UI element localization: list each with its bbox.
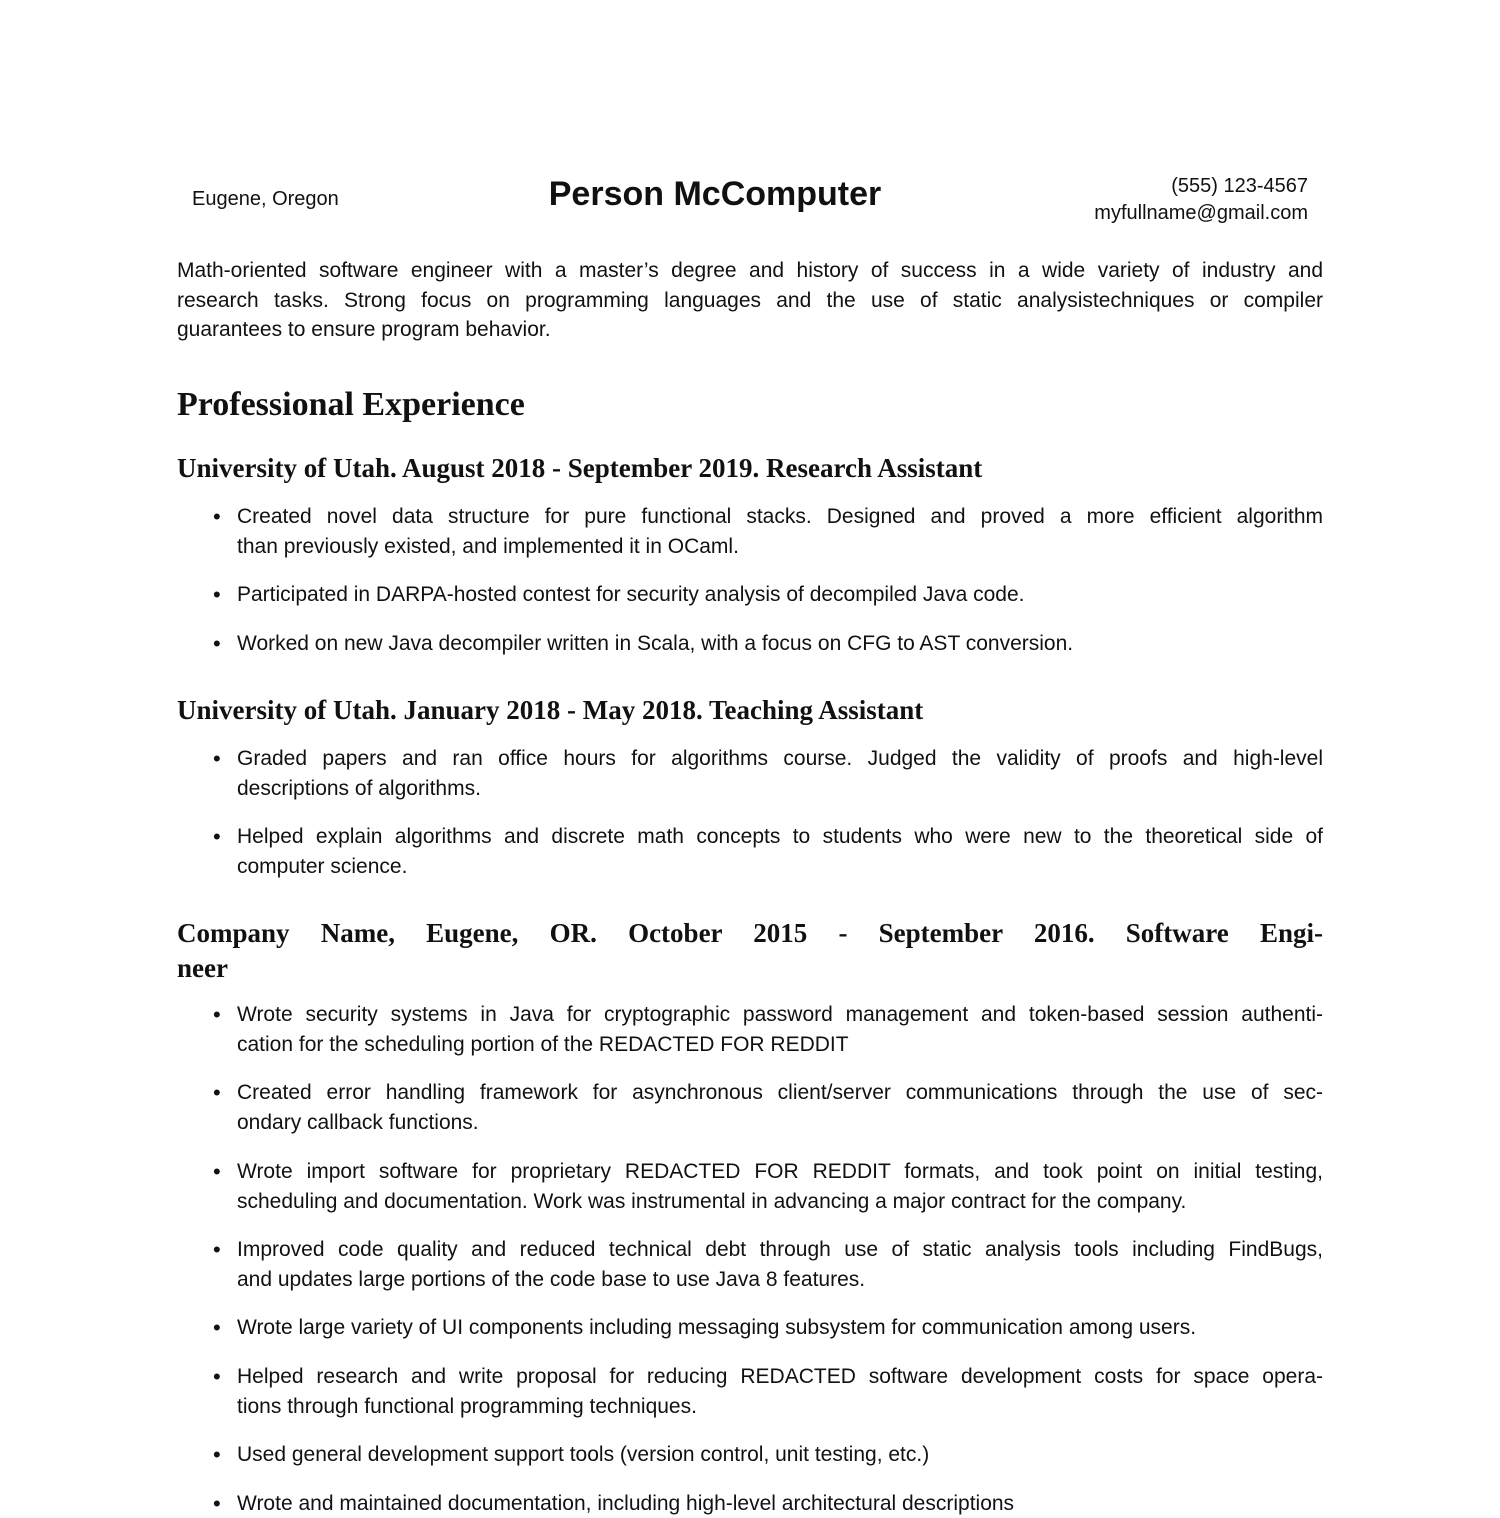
bullet-icon: • <box>213 582 221 607</box>
summary-line: Math-oriented software engineer with a master’s degree and history of success in a wide variety of industry and <box>177 259 1323 282</box>
bullet-text-line: tions through functional programming techniques. <box>237 1394 697 1418</box>
bullet-icon: • <box>213 1080 221 1105</box>
bullet-text-line: Participated in DARPA-hosted contest for security analysis of decompiled Java code. <box>237 583 1025 606</box>
bullet-text-line: than previously existed, and implemented it in OCaml. <box>237 534 739 558</box>
location: Eugene, Oregon <box>192 188 339 210</box>
bullet-text-line: Helped explain algorithms and discrete math concepts to students who were new to the theoretical side of <box>237 825 1323 848</box>
bullet-icon: • <box>213 1002 221 1027</box>
bullet-text-line: cation for the scheduling portion of the REDACTED FOR REDDIT <box>237 1032 849 1056</box>
bullet-text-line: and updates large portions of the code base to use Java 8 features. <box>237 1267 866 1291</box>
bullet-text-line: Wrote security systems in Java for cryptographic password management and token-based session authenti- <box>237 1003 1323 1026</box>
summary-line: guarantees to ensure program behavior. <box>177 318 551 341</box>
bullet-text-line: scheduling and documentation. Work was instrumental in advancing a major contract for the company. <box>237 1189 1187 1213</box>
section-title-professional-experience: Professional Experience <box>177 386 525 423</box>
bullet-icon: • <box>213 631 221 656</box>
bullet-icon: • <box>213 1442 221 1467</box>
bullet-text-line: ondary callback functions. <box>237 1110 479 1134</box>
bullet-text-line: Worked on new Java decompiler written in Scala, with a focus on CFG to AST conversion. <box>237 632 1074 655</box>
summary-line: research tasks. Strong focus on programming languages and the use of static analysistechniques or compiler <box>177 288 1323 312</box>
bullet-icon: • <box>213 1364 221 1389</box>
bullet-icon: • <box>213 1491 221 1516</box>
bullet-text-line: Wrote large variety of UI components including messaging subsystem for communication among users. <box>237 1316 1197 1339</box>
bullet-text-line: Graded papers and ran office hours for algorithms course. Judged the validity of proofs and high-level <box>237 747 1323 770</box>
job-title: Company Name, Eugene, OR. October 2015 - September 2016. Software Engi- <box>177 918 1323 948</box>
phone: (555) 123-4567 <box>1171 175 1308 197</box>
bullet-text-line: Created novel data structure for pure functional stacks. Designed and proved a more efficient algorithm <box>237 505 1323 528</box>
job-title: neer <box>177 953 228 983</box>
bullet-text-line: Improved code quality and reduced technical debt through use of static analysis tools including FindBugs, <box>237 1238 1323 1261</box>
bullet-icon: • <box>213 746 221 771</box>
candidate-name: Person McComputer <box>548 175 882 213</box>
bullet-text-line: Used general development support tools (version control, unit testing, etc.) <box>237 1443 930 1466</box>
bullet-icon: • <box>213 1237 221 1262</box>
job-title: University of Utah. August 2018 - September 2019. Research Assistant <box>177 453 983 483</box>
bullet-text-line: descriptions of algorithms. <box>237 776 481 800</box>
bullet-icon: • <box>213 1159 221 1184</box>
bullet-icon: • <box>213 1315 221 1340</box>
bullet-text-line: computer science. <box>237 854 408 878</box>
bullet-text-line: Wrote import software for proprietary REDACTED FOR REDDIT formats, and took point on initial testing, <box>237 1160 1323 1183</box>
job-title: University of Utah. January 2018 - May 2018. Teaching Assistant <box>177 695 924 725</box>
bullet-text-line: Created error handling framework for asynchronous client/server communications through the use of sec- <box>237 1081 1323 1104</box>
bullet-icon: • <box>213 824 221 849</box>
bullet-text-line: Helped research and write proposal for reducing REDACTED software development costs for space opera- <box>237 1365 1323 1388</box>
bullet-icon: • <box>213 504 221 529</box>
email: myfullname@gmail.com <box>1094 202 1308 224</box>
bullet-text-line: Wrote and maintained documentation, including high-level architectural descriptions <box>237 1492 1015 1515</box>
